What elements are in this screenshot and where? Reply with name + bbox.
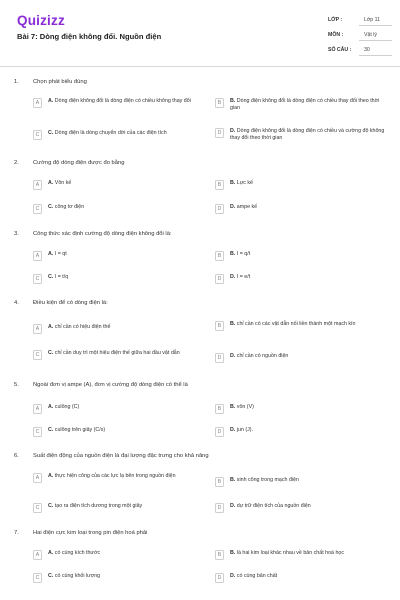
option-letter-box: A bbox=[33, 404, 42, 414]
option-key: D. bbox=[230, 128, 236, 134]
option-text: jun (J). bbox=[236, 427, 253, 433]
question-number: 1. bbox=[14, 79, 19, 85]
option-text: dự trữ điện tích của nguồn điện bbox=[236, 503, 311, 509]
option-text: Vôn kế bbox=[54, 180, 72, 186]
question-text: Ngoài đơn vị ampe (A), đơn vị cường độ dòng điện có thể là bbox=[33, 382, 188, 388]
option-key: D. bbox=[230, 353, 236, 359]
option-text: chỉ cần có các vật dẫn nối liền thành một mạch kín bbox=[236, 321, 356, 327]
option-key: B. bbox=[230, 404, 236, 410]
option-letter-box: A bbox=[33, 251, 42, 261]
meta-label: SỐ CÂU : bbox=[328, 47, 352, 53]
option-key: A. bbox=[48, 404, 54, 410]
worksheet-header bbox=[0, 0, 400, 66]
option-letter-box: C bbox=[33, 204, 42, 214]
question-text: Điều kiện để có dòng điện là: bbox=[33, 300, 108, 306]
meta-underline bbox=[359, 40, 392, 41]
question-text: Công thức xác định cường độ dòng điện không đổi là: bbox=[33, 231, 172, 237]
option-text: là hai kim loại khác nhau về bản chất hoá học bbox=[236, 550, 344, 556]
option-letter-box: D bbox=[215, 274, 224, 284]
option-letter-box: A bbox=[33, 98, 42, 108]
option-key: B. bbox=[230, 251, 236, 257]
option-text: công tơ điện bbox=[54, 204, 85, 210]
option-text: thực hiện công của các lực lạ bên trong nguồn điện bbox=[54, 473, 176, 479]
option-key: D. bbox=[230, 204, 236, 210]
option-letter-box: B bbox=[215, 321, 224, 331]
option-letter-box: B bbox=[215, 251, 224, 261]
option-text: I = t/q bbox=[54, 274, 69, 280]
option-letter-box: D bbox=[215, 573, 224, 583]
option-text: Dòng điện không đổi là dòng điện có chiều thay đổi theo thời gian bbox=[230, 98, 380, 111]
option-letter-box: A bbox=[33, 324, 42, 334]
option-key: C. bbox=[48, 503, 54, 509]
question-number: 7. bbox=[14, 530, 19, 536]
option-letter-box: A bbox=[33, 180, 42, 190]
option-letter-box: B bbox=[215, 477, 224, 487]
option-text: chỉ cần có hiệu điện thế bbox=[54, 324, 111, 330]
question-text: Chọn phát biểu đúng bbox=[33, 79, 87, 85]
option-letter-box: C bbox=[33, 573, 42, 583]
option-text: chỉ cần có nguồn điện bbox=[236, 353, 289, 359]
quizizz-logo: Quizizz bbox=[17, 13, 65, 28]
option-text: chỉ cần duy trì một hiệu điện thế giữa hai đầu vật dẫn bbox=[54, 350, 180, 356]
option-text: tạo ra điện tích dương trong một giây bbox=[54, 503, 143, 509]
question-number: 3. bbox=[14, 231, 19, 237]
option-letter-box: A bbox=[33, 473, 42, 483]
meta-value: Vật lý bbox=[364, 32, 377, 38]
question-text: Hai điện cực kim loại trong pin điện hoá phải bbox=[33, 530, 148, 536]
option-key: A. bbox=[48, 324, 54, 330]
option-text: ampe kế bbox=[236, 204, 258, 210]
option-key: B. bbox=[230, 477, 236, 483]
option-key: D. bbox=[230, 573, 236, 579]
question-number: 6. bbox=[14, 453, 19, 459]
option-text: có cùng bản chất bbox=[236, 573, 278, 579]
option-text: culông (C) bbox=[54, 404, 80, 410]
question-text: Cường độ dòng điện được đo bằng bbox=[33, 160, 125, 166]
option-text: sinh công trong mạch điện bbox=[236, 477, 299, 483]
meta-label: LỚP : bbox=[328, 17, 343, 23]
option-key: A. bbox=[48, 98, 54, 104]
option-key: C. bbox=[48, 427, 54, 433]
option-letter-box: D bbox=[215, 128, 224, 138]
option-text: I = e/t bbox=[236, 274, 251, 280]
meta-underline bbox=[359, 25, 392, 26]
question-text: Suất điện động của nguồn điện là đại lượng đặc trưng cho khả năng bbox=[33, 453, 209, 459]
header-divider bbox=[0, 66, 400, 67]
option-key: C. bbox=[48, 573, 54, 579]
option-letter-box: D bbox=[215, 204, 224, 214]
question-number: 4. bbox=[14, 300, 19, 306]
option-text: Lực kế bbox=[236, 180, 254, 186]
option-text: Dòng điện không đổi là dòng điện có chiều và cường độ không thay đổi theo thời gian bbox=[230, 128, 385, 141]
option-letter-box: D bbox=[215, 353, 224, 363]
option-key: A. bbox=[48, 550, 54, 556]
option-letter-box: B bbox=[215, 98, 224, 108]
question-number: 2. bbox=[14, 160, 19, 166]
option-letter-box: B bbox=[215, 180, 224, 190]
option-key: C. bbox=[48, 274, 54, 280]
option-letter-box: B bbox=[215, 404, 224, 414]
option-letter-box: C bbox=[33, 130, 42, 140]
meta-value: Lớp 11 bbox=[364, 17, 380, 23]
option-letter-box: D bbox=[215, 427, 224, 437]
option-key: A. bbox=[48, 251, 54, 257]
option-key: D. bbox=[230, 503, 236, 509]
worksheet-title: Bài 7: Dòng điện không đổi. Nguồn điện bbox=[17, 32, 162, 41]
option-key: D. bbox=[230, 274, 236, 280]
option-letter-box: C bbox=[33, 503, 42, 513]
option-key: C. bbox=[48, 130, 54, 136]
option-letter-box: C bbox=[33, 350, 42, 360]
option-text: có cùng kích thước bbox=[54, 550, 101, 556]
option-letter-box: D bbox=[215, 503, 224, 513]
option-text: Dòng điện không đổi là dòng điện có chiều không thay đổi bbox=[54, 98, 191, 104]
option-text: Dòng điện là dòng chuyển dời của các điện tích bbox=[54, 130, 167, 136]
option-text: có cùng khối lượng bbox=[54, 573, 101, 579]
option-key: C. bbox=[48, 204, 54, 210]
option-key: B. bbox=[230, 180, 236, 186]
option-key: B. bbox=[230, 98, 236, 104]
meta-underline bbox=[359, 55, 392, 56]
option-text: vôn (V) bbox=[236, 404, 254, 410]
meta-label: MÔN : bbox=[328, 32, 344, 38]
option-letter-box: C bbox=[33, 427, 42, 437]
option-key: B. bbox=[230, 550, 236, 556]
option-key: A. bbox=[48, 180, 54, 186]
option-key: B. bbox=[230, 321, 236, 327]
option-text: culông trên giây (C/s) bbox=[54, 427, 106, 433]
option-letter-box: B bbox=[215, 550, 224, 560]
option-key: A. bbox=[48, 473, 54, 479]
option-letter-box: A bbox=[33, 550, 42, 560]
option-key: C. bbox=[48, 350, 54, 356]
question-number: 5. bbox=[14, 382, 19, 388]
option-letter-box: C bbox=[33, 274, 42, 284]
option-text: I = qt bbox=[54, 251, 67, 257]
meta-value: 30 bbox=[364, 47, 370, 53]
option-text: I = q/t bbox=[236, 251, 251, 257]
option-key: D. bbox=[230, 427, 236, 433]
